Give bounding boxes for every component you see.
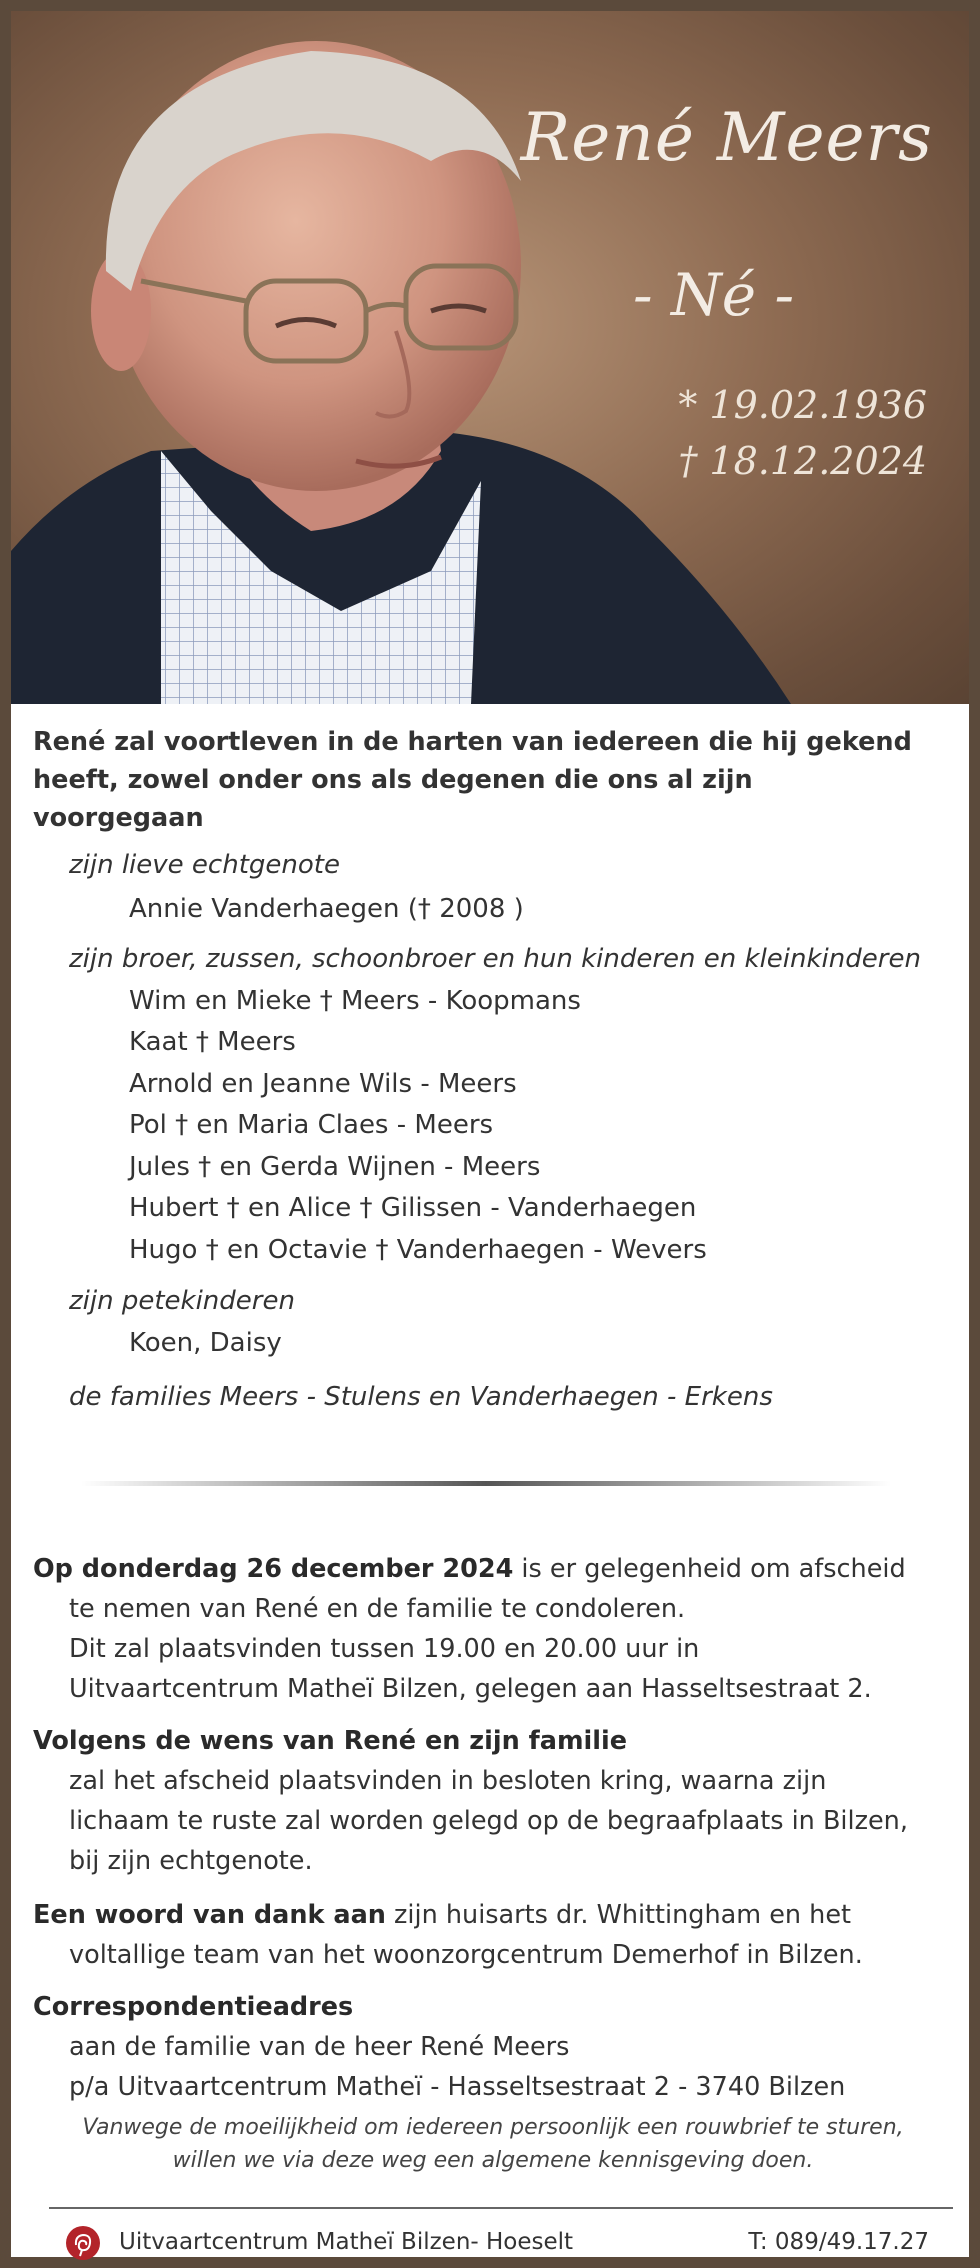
list-item: Wim en Mieke † Meers - Koopmans [129, 985, 581, 1016]
notice-line: willen we via deze weg een algemene kennisgeving doen. [172, 2148, 814, 2173]
death-date: † 18.12.2024 [678, 439, 927, 483]
funeral-heading: Volgens de wens van René en zijn familie [33, 1726, 628, 1756]
address-paragraph [33, 1987, 953, 2107]
funeral-home-name: Uitvaartcentrum Matheï Bilzen- Hoeselt [119, 2229, 574, 2255]
address-line: p/a Uitvaartcentrum Matheï - Hasseltsestraat 2 - 3740 Bilzen [69, 2072, 846, 2102]
phone-number[interactable]: T: 089/49.17.27 [748, 2229, 929, 2255]
footer [65, 2225, 945, 2265]
lead-text: René zal voortleven in de harten van iedereen die hij gekend heeft, zowel onder ons als degenen die ons al zijn voorgegaan [33, 727, 912, 833]
footer-divider [49, 2207, 953, 2209]
list-item: Pol † en Maria Claes - Meers [129, 1110, 494, 1140]
list-item: Hubert † en Alice † Gilissen - Vanderhaegen [129, 1193, 697, 1223]
rose-logo-icon [65, 2225, 101, 2261]
list-item: Hugo † en Octavie † Vanderhaegen - Wevers [129, 1234, 707, 1265]
birth-date: * 19.02.1936 [678, 383, 927, 427]
funeral-line: bij zijn echtgenote. [69, 1846, 313, 1876]
announcement-body [33, 723, 953, 1415]
condolence-line: Uitvaartcentrum Matheï Bilzen, gelegen aan Hasseltsestraat 2. [69, 1674, 872, 1704]
general-notice [33, 2111, 953, 2177]
list-item: Arnold en Jeanne Wils - Meers [129, 1068, 517, 1099]
spouse-label: zijn lieve echtgenote [69, 850, 340, 880]
deceased-name: René Meers [520, 99, 933, 176]
godchildren-label: zijn petekinderen [69, 1286, 295, 1316]
list-item: Jules † en Gerda Wijnen - Meers [129, 1151, 541, 1182]
condolence-line: Dit zal plaatsvinden tussen 19.00 en 20.00 uur in [69, 1634, 700, 1664]
address-heading: Correspondentieadres [33, 1992, 354, 2022]
condolence-date: Op donderdag 26 december 2024 [33, 1554, 514, 1584]
thanks-heading: Een woord van dank aan [33, 1900, 386, 1930]
notice-line: Vanwege de moeilijkheid om iedereen persoonlijk een rouwbrief te sturen, [82, 2115, 904, 2140]
families-line: de families Meers - Stulens en Vanderhaegen - Erkens [69, 1381, 773, 1412]
portrait-banner [11, 11, 969, 704]
condolence-intro: is er gelegenheid om afscheid [513, 1554, 906, 1584]
spouse-name: Annie Vanderhaegen († 2008 ) [129, 894, 524, 924]
thanks-intro: zijn huisarts dr. Whittingham en het [385, 1900, 852, 1930]
list-item: Kaat † Meers [129, 1027, 296, 1057]
godchildren-names: Koen, Daisy [129, 1328, 282, 1358]
condolence-line: te nemen van René en de familie te condoleren. [69, 1594, 686, 1624]
thanks-line: voltallige team van het woonzorgcentrum Demerhof in Bilzen. [69, 1940, 863, 1970]
siblings-label: zijn broer, zussen, schoonbroer en hun kinderen en kleinkinderen [69, 943, 921, 974]
address-line: aan de familie van de heer René Meers [69, 2032, 570, 2062]
funeral-line: zal het afscheid plaatsvinden in besloten kring, waarna zijn [69, 1766, 827, 1796]
ceremony-info [33, 1549, 953, 2177]
condolence-paragraph [33, 1549, 953, 1709]
funeral-line: lichaam te ruste zal worden gelegd op de begraafplaats in Bilzen, [69, 1806, 908, 1836]
born-label: - Né - [633, 261, 795, 329]
funeral-paragraph [33, 1721, 953, 1881]
siblings-list [33, 981, 953, 1272]
divider [81, 1481, 891, 1486]
thanks-paragraph [33, 1895, 953, 1975]
